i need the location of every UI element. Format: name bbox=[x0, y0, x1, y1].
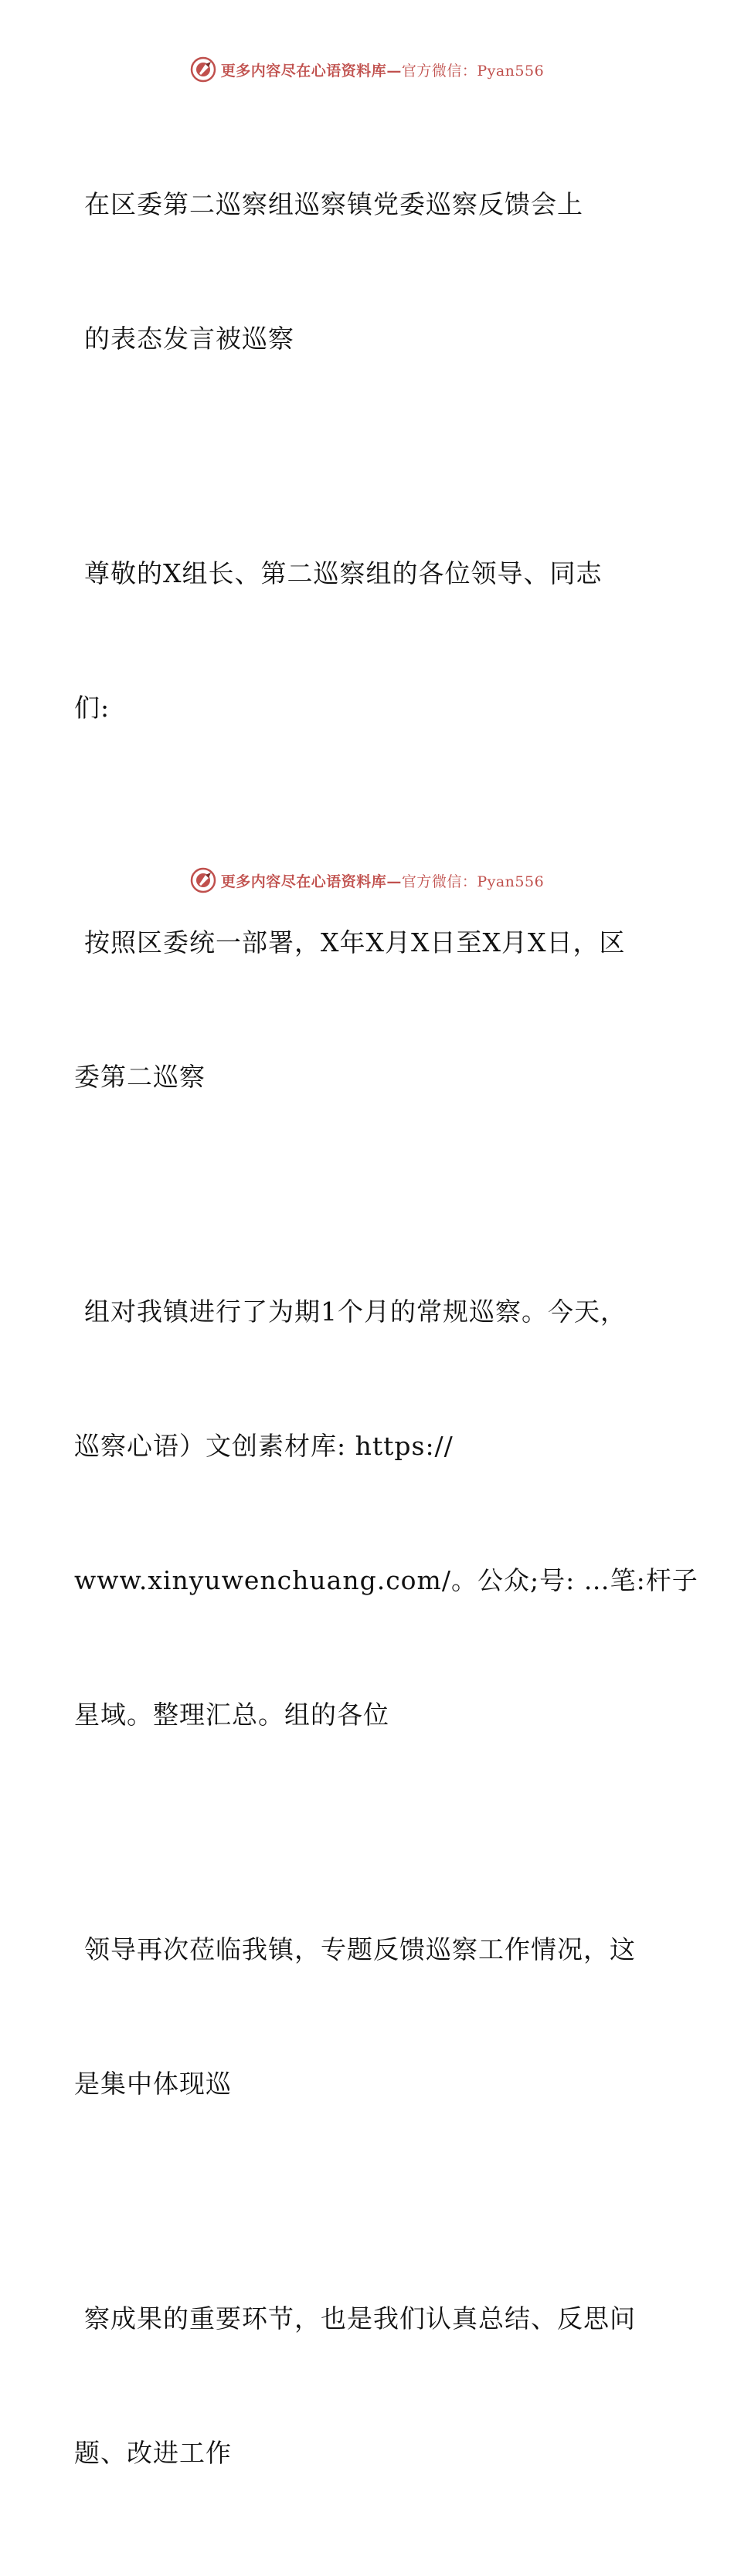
header-separator: — bbox=[386, 62, 402, 80]
document-body bbox=[74, 93, 698, 2576]
header-banner bbox=[0, 54, 734, 85]
paragraph-line: 尊敬的X组长、第二巡察组的各位领导、同志 bbox=[84, 558, 603, 588]
paragraph-line: 巡察心语）文创素材库: https:// bbox=[74, 1431, 454, 1461]
paragraph-line: 组对我镇进行了为期1个月的常规巡察。今天， bbox=[84, 1296, 627, 1327]
paragraph-line: 题、改进工作 bbox=[74, 2438, 232, 2468]
footer-wechat-id: Pyan556 bbox=[477, 873, 545, 890]
paragraph-line: 星域。整理汇总。组的各位 bbox=[74, 1700, 389, 1730]
paragraph-inspection bbox=[74, 1200, 698, 1827]
paragraph-line: 领导再次莅临我镇，专题反馈巡察工作情况，这 bbox=[84, 1934, 636, 1964]
document-title bbox=[74, 93, 661, 451]
footer-brand-text: 更多内容尽在心语资料库 bbox=[220, 873, 387, 890]
footer-separator: — bbox=[386, 873, 402, 890]
header-banner-text bbox=[221, 59, 544, 80]
header-brand-text: 更多内容尽在心语资料库 bbox=[220, 62, 387, 80]
pen-nib-logo-icon bbox=[190, 867, 216, 893]
header-wechat-id: Pyan556 bbox=[477, 62, 545, 80]
paragraph-line: 是集中体现巡 bbox=[74, 2069, 232, 2099]
title-line: 的表态发言被巡察 bbox=[84, 324, 294, 354]
title-line: 在区委第二巡察组巡察镇党委巡察反馈会上 bbox=[84, 189, 583, 219]
paragraph-line: 们: bbox=[74, 693, 110, 723]
paragraph-results bbox=[74, 2207, 661, 2565]
pen-nib-logo-icon bbox=[190, 56, 216, 83]
paragraph-line: 按照区委统一部署，X年X月X日至X月X日，区 bbox=[84, 927, 626, 958]
paragraph-salutation bbox=[74, 462, 661, 820]
footer-banner bbox=[0, 865, 734, 896]
footer-wechat-label: 官方微信： bbox=[401, 873, 477, 890]
paragraph-line: www.xinyuwenchuang.com/。公众;号: …笔:杆子 bbox=[74, 1565, 698, 1595]
header-wechat-label: 官方微信： bbox=[401, 62, 477, 80]
paragraph-feedback bbox=[74, 1838, 661, 2196]
paragraph-line: 委第二巡察 bbox=[74, 1062, 206, 1092]
footer-banner-text bbox=[221, 870, 544, 891]
paragraph-line: 察成果的重要环节，也是我们认真总结、反思问 bbox=[84, 2303, 636, 2334]
